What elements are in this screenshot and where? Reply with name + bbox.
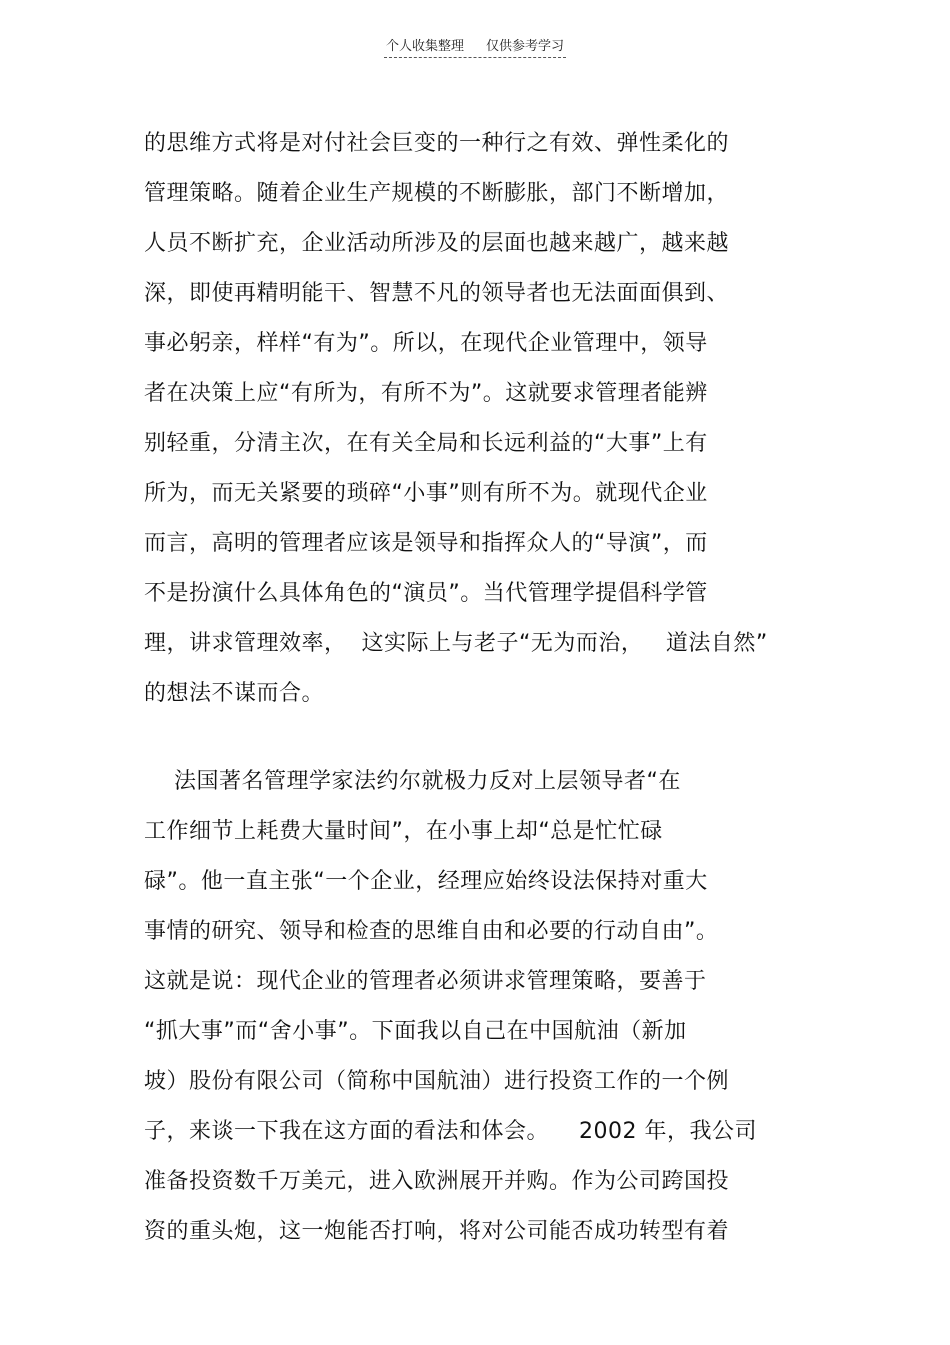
text-line: 所为，而无关紧要的琐碎“小事”则有所不为。就现代企业 — [144, 481, 708, 506]
text-line: 的想法不谋而合。 — [144, 681, 325, 706]
text-line: 理，讲求管理效率， 这实际上与老子“无为而治， 道法自然” — [144, 631, 768, 656]
text-line: 子，来谈一下我在这方面的看法和体会。 2002 年，我公司 — [144, 1119, 757, 1144]
paragraph-2 — [144, 762, 804, 1262]
paragraph-1 — [144, 124, 804, 724]
text-line: 这就是说：现代企业的管理者必须讲求管理策略，要善于 — [144, 969, 707, 994]
text-line: “抓大事”而“舍小事”。下面我以自己在中国航油（新加 — [144, 1019, 687, 1044]
page-header — [0, 38, 950, 58]
text-line: 准备投资数千万美元，进入欧洲展开并购。作为公司跨国投 — [144, 1169, 730, 1194]
text-line: 法国著名管理学家法约尔就极力反对上层领导者“在 — [144, 769, 681, 794]
text-line: 碌”。他一直主张“一个企业，经理应始终设法保持对重大 — [144, 869, 708, 894]
text-line: 别轻重，分清主次，在有关全局和长远利益的“大事”上有 — [144, 431, 708, 456]
text-line: 者在决策上应“有所为，有所不为”。这就要求管理者能辨 — [144, 381, 708, 406]
text-line: 而言，高明的管理者应该是领导和指挥众人的“导演”，而 — [144, 531, 708, 556]
text-line: 不是扮演什么具体角色的“演员”。当代管理学提倡科学管 — [144, 581, 708, 606]
paragraph-spacer — [144, 724, 804, 762]
text-line: 的思维方式将是对付社会巨变的一种行之有效、弹性柔化的 — [144, 131, 730, 156]
text-line: 深，即使再精明能干、智慧不凡的领导者也无法面面俱到、 — [144, 281, 730, 306]
text-line: 管理策略。随着企业生产规模的不断膨胀，部门不断增加， — [144, 181, 730, 206]
header-underline — [384, 38, 566, 58]
header-right-text: 仅供参考学习 — [486, 39, 565, 54]
header-left-text: 个人收集整理 — [385, 39, 464, 54]
text-line: 事必躬亲，样样“有为”。所以，在现代企业管理中，领导 — [144, 331, 708, 356]
document-body — [144, 124, 804, 1262]
text-line: 人员不断扩充，企业活动所涉及的层面也越来越广，越来越 — [144, 231, 730, 256]
text-line: 坡）股份有限公司（简称中国航油）进行投资工作的一个例 — [144, 1069, 730, 1094]
text-line: 事情的研究、领导和检查的思维自由和必要的行动自由”。 — [144, 919, 719, 944]
text-line: 资的重头炮，这一炮能否打响，将对公司能否成功转型有着 — [144, 1219, 730, 1244]
text-line: 工作细节上耗费大量时间”，在小事上却“总是忙忙碌 — [144, 819, 663, 844]
